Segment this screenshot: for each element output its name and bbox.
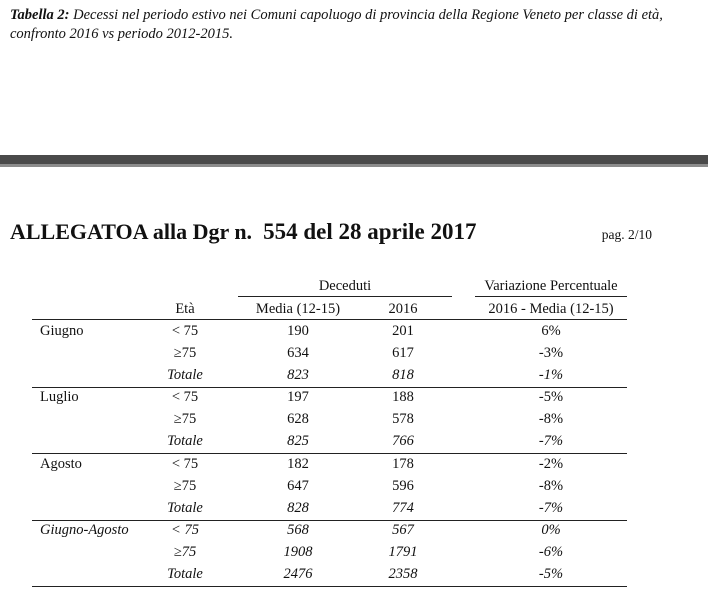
group-separator-rule	[32, 387, 627, 388]
cell-media: 2476	[283, 566, 313, 582]
cell-2016: 596	[392, 478, 414, 494]
cell-eta: ≥75	[173, 411, 197, 427]
cell-media: 647	[287, 478, 309, 494]
cell-media: 568	[287, 522, 309, 538]
group-header-variazione: Variazione Percentuale	[484, 278, 618, 294]
allegato-title	[10, 219, 476, 245]
cell-variazione: 6%	[541, 323, 561, 339]
caption-text: Decessi nel periodo estivo nei Comuni capoluogo di provincia della Regione Veneto per classe di età, confronto 2016 vs periodo 2012-2015.	[10, 7, 663, 42]
cell-2016: 178	[392, 456, 414, 472]
cell-2016: 201	[392, 323, 414, 339]
caption-label: Tabella 2:	[10, 7, 70, 23]
cell-variazione: -7%	[538, 433, 564, 449]
cell-variazione: -2%	[538, 456, 564, 472]
table-caption	[10, 6, 690, 44]
cell-variazione: -5%	[538, 566, 564, 582]
cell-media: 634	[287, 345, 309, 361]
cell-variazione: -8%	[538, 411, 564, 427]
col-header-eta: Età	[175, 301, 195, 317]
allegato-title-number: 554 del 28 aprile 2017	[263, 219, 477, 244]
cell-2016: 578	[392, 411, 414, 427]
cell-eta: ≥75	[173, 544, 197, 560]
cell-eta: ≥75	[173, 478, 197, 494]
cell-media: 1908	[283, 544, 313, 560]
page-separator-bar	[0, 155, 708, 164]
row-period-label: Luglio	[40, 389, 79, 405]
variazione-underline	[475, 296, 627, 297]
cell-2016: 1791	[388, 544, 418, 560]
group-separator-rule	[32, 586, 627, 587]
cell-2016: 567	[392, 522, 414, 538]
cell-2016: 2358	[388, 566, 418, 582]
row-period-label: Giugno	[40, 323, 84, 339]
cell-variazione: -1%	[538, 367, 564, 383]
document-header	[10, 219, 700, 249]
row-period-label: Agosto	[40, 456, 82, 472]
group-separator-rule	[32, 453, 627, 454]
cell-2016: 818	[392, 367, 414, 383]
col-header-media: Media (12-15)	[255, 301, 341, 317]
cell-eta: < 75	[171, 522, 199, 538]
cell-variazione: -7%	[538, 500, 564, 516]
cell-media: 628	[287, 411, 309, 427]
row-period-label: Giugno-Agosto	[40, 522, 129, 538]
cell-media: 182	[287, 456, 309, 472]
cell-media: 190	[287, 323, 309, 339]
cell-eta: Totale	[167, 500, 203, 516]
cell-eta: < 75	[171, 389, 199, 405]
cell-2016: 766	[392, 433, 414, 449]
cell-variazione: 0%	[541, 522, 561, 538]
cell-variazione: -6%	[538, 544, 564, 560]
cell-media: 823	[287, 367, 309, 383]
cell-eta: Totale	[167, 566, 203, 582]
group-separator-rule	[32, 520, 627, 521]
cell-eta: Totale	[167, 367, 203, 383]
cell-eta: < 75	[171, 456, 199, 472]
page-separator-shadow	[0, 164, 708, 167]
cell-2016: 188	[392, 389, 414, 405]
cell-variazione: -3%	[538, 345, 564, 361]
cell-media: 828	[287, 500, 309, 516]
cell-variazione: -8%	[538, 478, 564, 494]
page-number: pag. 2/10	[601, 227, 652, 242]
deceduti-underline	[238, 296, 452, 297]
cell-eta: Totale	[167, 433, 203, 449]
col-header-variazione: 2016 - Media (12-15)	[488, 301, 614, 317]
header-bottom-rule	[32, 319, 627, 320]
cell-eta: < 75	[171, 323, 199, 339]
cell-2016: 617	[392, 345, 414, 361]
col-header-2016: 2016	[388, 301, 418, 317]
group-header-deceduti: Deceduti	[318, 278, 372, 294]
cell-media: 825	[287, 433, 309, 449]
cell-media: 197	[287, 389, 309, 405]
allegato-title-prefix: ALLEGATOA alla Dgr n.	[10, 219, 253, 244]
cell-eta: ≥75	[173, 345, 197, 361]
cell-variazione: -5%	[538, 389, 564, 405]
cell-2016: 774	[392, 500, 414, 516]
